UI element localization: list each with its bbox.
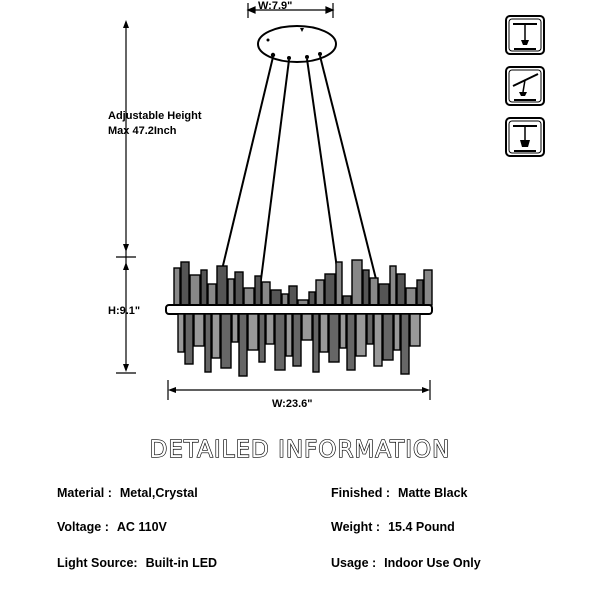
upper-crystal-rod bbox=[208, 284, 216, 305]
upper-crystal-rod bbox=[217, 266, 227, 305]
adjustable-height-line2: Max 47.2Inch bbox=[108, 125, 177, 137]
fixture-height-label: H:9.1" bbox=[108, 305, 141, 317]
flat-ceiling-icon bbox=[505, 117, 545, 157]
lower-crystal-rod bbox=[185, 314, 193, 364]
adjustable-height-label bbox=[108, 109, 202, 139]
spec-weight-label: Weight : bbox=[331, 520, 381, 534]
width-dimension bbox=[168, 380, 430, 400]
spec-light-source-label: Light Source: bbox=[57, 556, 138, 570]
lower-crystal-rod bbox=[178, 314, 184, 352]
lower-crystal-rod bbox=[329, 314, 339, 362]
lower-crystal-rod bbox=[205, 314, 211, 372]
lower-crystal-rod bbox=[259, 314, 265, 362]
lower-crystal-rod bbox=[232, 314, 238, 342]
spec-usage bbox=[331, 556, 481, 570]
upper-crystal-rod bbox=[309, 292, 315, 305]
upper-crystal-rod bbox=[343, 296, 351, 305]
spec-light-source-value: Built-in LED bbox=[145, 556, 218, 570]
upper-crystal-rod bbox=[201, 270, 207, 305]
upper-crystal-rod bbox=[174, 268, 180, 305]
upper-crystal-rod bbox=[325, 274, 335, 305]
section-title: DETAILED INFORMATION bbox=[149, 437, 451, 463]
lower-crystal-rod bbox=[212, 314, 220, 358]
upper-crystal-rod bbox=[282, 294, 288, 305]
lower-crystal-rod bbox=[313, 314, 319, 372]
spec-weight-value: 15.4 Pound bbox=[388, 520, 455, 534]
upper-crystal-rod bbox=[336, 262, 342, 305]
upper-crystal-rod bbox=[262, 282, 270, 305]
upper-crystal-rod bbox=[181, 262, 189, 305]
spec-light-source bbox=[57, 556, 217, 570]
lower-crystal-rod bbox=[347, 314, 355, 370]
lower-crystal-rod bbox=[394, 314, 400, 350]
spec-finished-value: Matte Black bbox=[398, 486, 468, 500]
spec-weight bbox=[331, 520, 455, 534]
spec-voltage bbox=[57, 520, 167, 534]
upper-crystal-rod bbox=[390, 266, 396, 305]
spec-voltage-value: AC 110V bbox=[116, 520, 167, 534]
slanted-ceiling-icon bbox=[505, 66, 545, 106]
lower-crystal-rod bbox=[374, 314, 382, 366]
lower-crystal-rod bbox=[302, 314, 312, 340]
adjustable-height-line1: Adjustable Height bbox=[108, 110, 202, 122]
lower-crystal-rod bbox=[340, 314, 346, 348]
upper-crystal-rod bbox=[255, 276, 261, 305]
upper-crystal-rod bbox=[235, 272, 243, 305]
lower-crystal-rod bbox=[275, 314, 285, 370]
lower-crystal-rod bbox=[401, 314, 409, 374]
upper-crystal-rod bbox=[406, 288, 416, 305]
upper-crystal-rod bbox=[289, 286, 297, 305]
lower-crystal-rod bbox=[367, 314, 373, 344]
upper-crystal-rod bbox=[316, 280, 324, 305]
upper-crystal-rod bbox=[271, 290, 281, 305]
lower-crystal-rod bbox=[286, 314, 292, 356]
lower-crystal-rod bbox=[320, 314, 328, 352]
spec-material-label: Material : bbox=[57, 486, 112, 500]
upper-crystal-rod bbox=[244, 288, 254, 305]
upper-crystal-rod bbox=[352, 260, 362, 305]
lower-crystal-rod bbox=[239, 314, 247, 376]
lower-crystal-rod bbox=[221, 314, 231, 368]
lower-crystal-rod bbox=[194, 314, 204, 346]
upper-crystal-rod bbox=[363, 270, 369, 305]
upper-crystal-rod bbox=[424, 270, 432, 305]
upper-crystal-rod bbox=[417, 280, 423, 305]
ceiling-canopy bbox=[258, 26, 336, 62]
upper-crystal-rod bbox=[228, 279, 234, 305]
fixture-width-label: W:23.6" bbox=[272, 398, 313, 410]
upper-crystal-rod bbox=[379, 284, 389, 305]
spec-finished bbox=[331, 486, 468, 500]
spec-usage-value: Indoor Use Only bbox=[384, 556, 481, 570]
canopy-width-label: W:7.9" bbox=[258, 0, 293, 12]
upper-crystal-rod bbox=[190, 275, 200, 305]
upper-crystal-rod bbox=[397, 274, 405, 305]
lower-crystal-rod bbox=[266, 314, 274, 344]
height-dimension bbox=[116, 20, 136, 373]
lower-crystal-rod bbox=[293, 314, 301, 366]
crystal-ring bbox=[166, 260, 432, 376]
upper-crystal-rod bbox=[370, 278, 378, 305]
spec-material bbox=[57, 486, 198, 500]
spec-voltage-label: Voltage : bbox=[57, 520, 109, 534]
lower-crystal-rod bbox=[383, 314, 393, 360]
lower-crystal-rod bbox=[356, 314, 366, 356]
lower-crystal-rod bbox=[410, 314, 420, 346]
spec-material-value: Metal,Crystal bbox=[119, 486, 198, 500]
spec-usage-label: Usage : bbox=[331, 556, 377, 570]
lower-crystal-rod bbox=[248, 314, 258, 350]
sloped-ceiling-icon bbox=[505, 15, 545, 55]
spec-finished-label: Finished : bbox=[331, 486, 391, 500]
